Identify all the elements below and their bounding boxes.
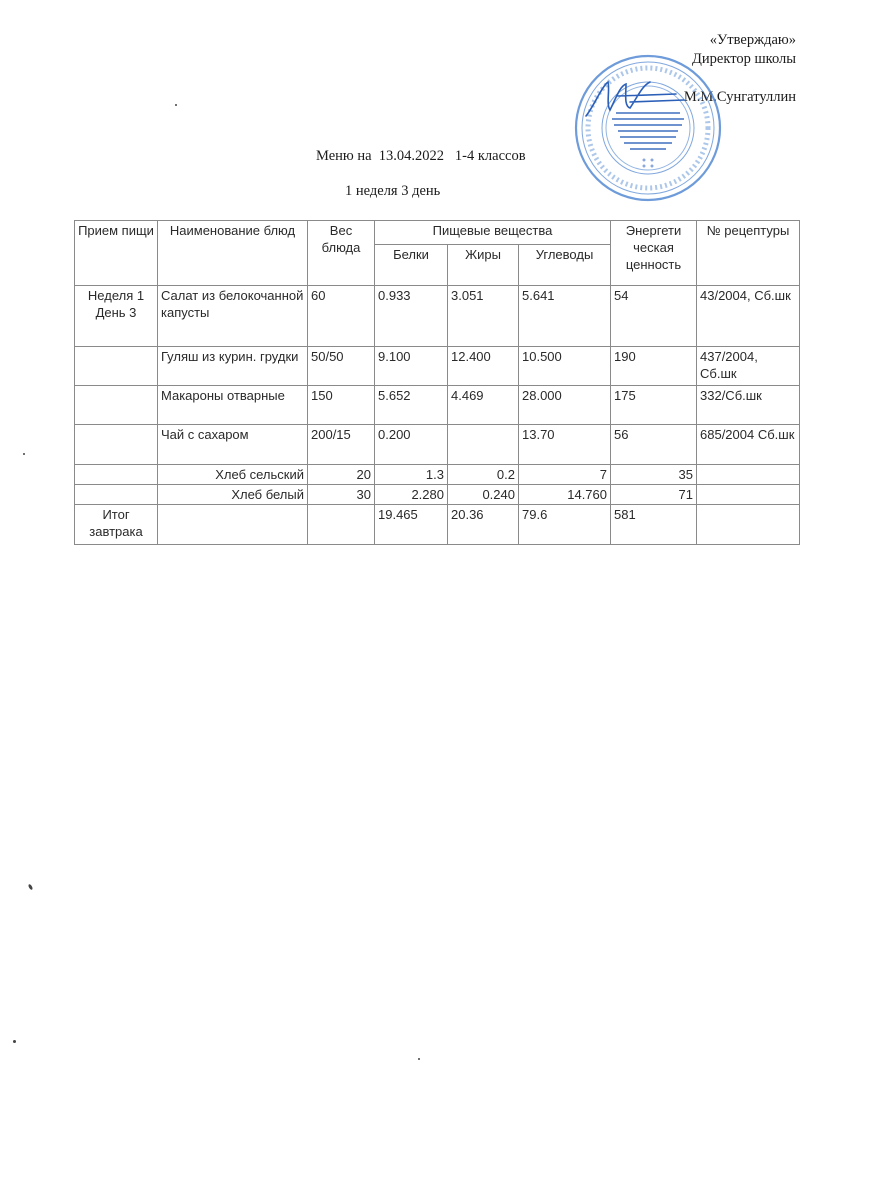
header-meal: Прием пищи <box>75 221 158 286</box>
cell-dish: Хлеб белый <box>158 485 308 505</box>
cell-recipe <box>697 485 800 505</box>
approval-heading: «Утверждаю» <box>709 32 796 48</box>
cell-recipe: 437/2004, Сб.шк <box>697 347 800 386</box>
cell-carbs: 28.000 <box>519 386 611 425</box>
cell-carbs: 5.641 <box>519 286 611 347</box>
cell-carbs: 13.70 <box>519 425 611 465</box>
scan-speck <box>418 1058 420 1060</box>
cell-meal <box>75 485 158 505</box>
header-weight: Вес блюда <box>308 221 375 286</box>
header-carbs: Углеводы <box>519 245 611 286</box>
cell-recipe: 43/2004, Сб.шк <box>697 286 800 347</box>
header-dish: Наименование блюд <box>158 221 308 286</box>
scan-speck <box>23 453 25 455</box>
menu-title: Меню на 13.04.2022 1-4 классов <box>316 148 526 164</box>
approval-position: Директор школы <box>692 51 796 67</box>
cell-energy: 35 <box>611 465 697 485</box>
cell-dish: Салат из белокочанной капусты <box>158 286 308 347</box>
table-row <box>75 386 800 425</box>
cell-fat <box>448 425 519 465</box>
cell-energy: 54 <box>611 286 697 347</box>
cell-fat: 12.400 <box>448 347 519 386</box>
cell-carbs: 79.6 <box>519 505 611 545</box>
cell-fat: 3.051 <box>448 286 519 347</box>
cell-weight: 30 <box>308 485 375 505</box>
cell-energy: 175 <box>611 386 697 425</box>
cell-recipe <box>697 505 800 545</box>
cell-carbs: 10.500 <box>519 347 611 386</box>
cell-meal <box>75 386 158 425</box>
cell-dish: Хлеб сельский <box>158 465 308 485</box>
table-row <box>75 347 800 386</box>
cell-weight: 60 <box>308 286 375 347</box>
cell-meal: Итог завтрака <box>75 505 158 545</box>
cell-weight: 20 <box>308 465 375 485</box>
cell-fat: 4.469 <box>448 386 519 425</box>
cell-energy: 581 <box>611 505 697 545</box>
scan-speck <box>175 104 177 106</box>
cell-protein: 9.100 <box>375 347 448 386</box>
cell-weight: 150 <box>308 386 375 425</box>
cell-carbs: 14.760 <box>519 485 611 505</box>
director-signature <box>580 76 690 122</box>
table-row <box>75 465 800 485</box>
school-seal <box>572 52 724 204</box>
cell-energy: 56 <box>611 425 697 465</box>
cell-dish: Макароны отварные <box>158 386 308 425</box>
cell-weight <box>308 505 375 545</box>
table-row <box>75 286 800 347</box>
cell-dish <box>158 505 308 545</box>
cell-recipe <box>697 465 800 485</box>
header-energy: Энергети ческая ценность <box>611 221 697 286</box>
approval-signer: М.М.Сунгатуллин <box>683 89 796 105</box>
cell-meal <box>75 425 158 465</box>
cell-meal <box>75 347 158 386</box>
cell-protein: 0.933 <box>375 286 448 347</box>
menu-table <box>74 220 800 545</box>
cell-meal: Неделя 1 День 3 <box>75 286 158 347</box>
cell-protein: 19.465 <box>375 505 448 545</box>
cell-energy: 190 <box>611 347 697 386</box>
header-protein: Белки <box>375 245 448 286</box>
cell-fat: 20.36 <box>448 505 519 545</box>
header-recipe: № рецептуры <box>697 221 800 286</box>
cell-weight: 200/15 <box>308 425 375 465</box>
table-row <box>75 485 800 505</box>
cell-protein: 5.652 <box>375 386 448 425</box>
cell-carbs: 7 <box>519 465 611 485</box>
cell-energy: 71 <box>611 485 697 505</box>
cell-weight: 50/50 <box>308 347 375 386</box>
table-row <box>75 425 800 465</box>
cell-dish: Гуляш из курин. грудки <box>158 347 308 386</box>
table-row <box>75 505 800 545</box>
header-nutrients: Пищевые вещества <box>375 221 611 245</box>
cell-fat: 0.240 <box>448 485 519 505</box>
cell-dish: Чай с сахаром <box>158 425 308 465</box>
scan-speck <box>13 1040 16 1043</box>
cell-recipe: 332/Сб.шк <box>697 386 800 425</box>
cell-fat: 0.2 <box>448 465 519 485</box>
menu-subtitle: 1 неделя 3 день <box>345 183 441 199</box>
cell-protein: 0.200 <box>375 425 448 465</box>
scan-speck <box>28 884 34 891</box>
header-fat: Жиры <box>448 245 519 286</box>
cell-protein: 2.280 <box>375 485 448 505</box>
cell-protein: 1.3 <box>375 465 448 485</box>
cell-meal <box>75 465 158 485</box>
cell-recipe: 685/2004 Сб.шк <box>697 425 800 465</box>
